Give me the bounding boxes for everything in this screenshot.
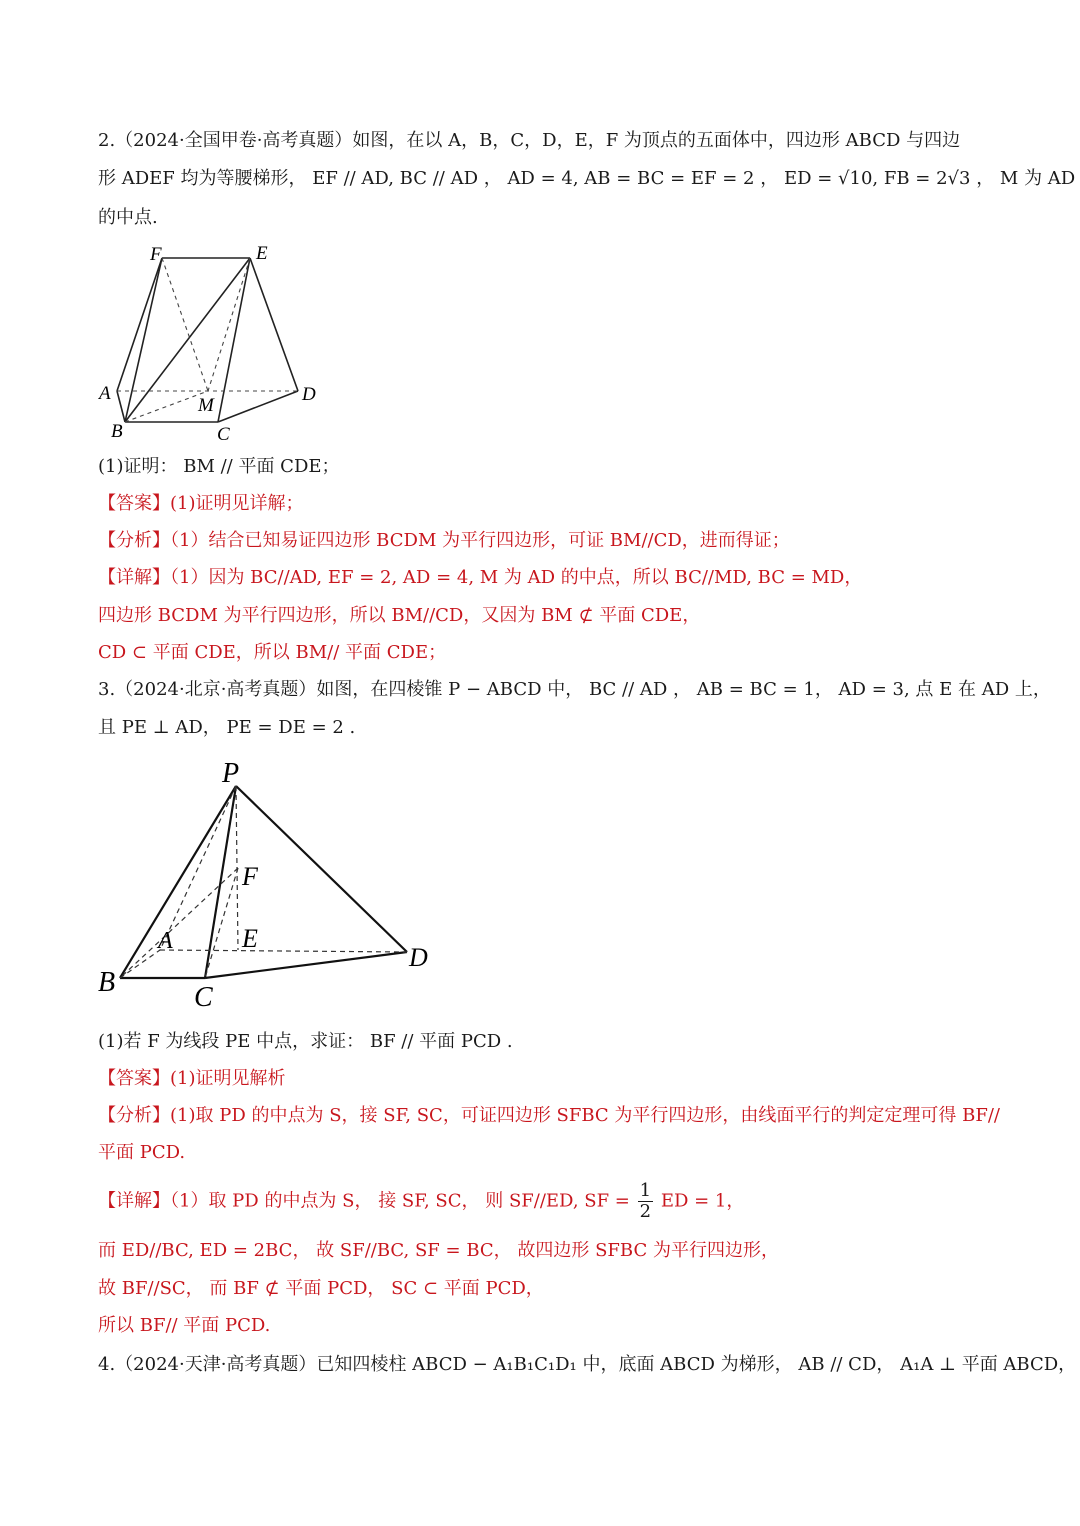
problem-4-line-1: 4.（2024·天津·高考真题）已知四棱柱 ABCD − A₁B₁C₁D₁ 中，底面 ABCD 为梯形， AB // CD， A₁A ⊥ 平面 ABCD， (98, 1354, 1077, 1375)
label-F: F (150, 244, 162, 265)
label-C: C (194, 982, 213, 1013)
problem-3-question-1: (1)若 F 为线段 PE 中点，求证： BF // 平面 PCD . (98, 1031, 513, 1052)
pyramid-figure (95, 755, 440, 1015)
problem-2-line-3: 的中点. (98, 207, 158, 228)
problem-3-analysis-2: 平面 PCD. (98, 1142, 186, 1163)
problem-3-answer: 【答案】(1)证明见解析 (98, 1068, 286, 1089)
problem-2-question-1: (1)证明： BM // 平面 CDE； (98, 456, 340, 477)
problem-2-analysis: 【分析】（1）结合已知易证四边形 BCDM 为平行四边形，可证 BM//CD，进而得证； (98, 530, 790, 551)
problem-3-analysis-1: 【分析】(1)取 PD 的中点为 S，接 SF, SC，可证四边形 SFBC 为平行四边形，由线面平行的判定定理可得 BF// (98, 1105, 1000, 1126)
problem-3-detail-1: 【详解】（1）取 PD 的中点为 S， 接 SF, SC， 则 SF//ED, SF = $\frac{1}{2}$ ED = 1， (98, 1180, 745, 1222)
problem-2-line-2: 形 ADEF 均为等腰梯形， EF // AD, BC // AD ， AD = 4, AB = BC = EF = 2 ， ED = √10, FB = 2√3 ， M 为 AD (98, 168, 1076, 189)
label-P: P (222, 758, 240, 789)
problem-3-detail-2: 而 ED//BC, ED = 2BC， 故 SF//BC, SF = BC， 故四边形 SFBC 为平行四边形， (98, 1240, 779, 1261)
label-C: C (217, 424, 230, 445)
label-A: A (158, 928, 173, 954)
pentahedron-figure (95, 238, 335, 448)
label-E: E (242, 924, 258, 953)
problem-3-detail-4: 所以 BF// 平面 PCD. (98, 1315, 271, 1336)
problem-3-line-2: 且 PE ⊥ AD， PE = DE = 2 . (98, 717, 356, 738)
label-D: D (302, 384, 316, 405)
label-A: A (99, 383, 111, 404)
label-B: B (98, 967, 116, 998)
fraction-one-half: $\frac{1}{2}$ (639, 1180, 652, 1222)
label-B: B (111, 421, 123, 442)
problem-2-answer: 【答案】(1)证明见详解； (98, 493, 304, 514)
problem-2-detail-3: CD ⊂ 平面 CDE，所以 BM// 平面 CDE； (98, 642, 447, 663)
label-M: M (198, 395, 214, 416)
problem-2-line-1: 2.（2024·全国甲卷·高考真题）如图，在以 A，B，C，D，E，F 为顶点的五面体中，四边形 ABCD 与四边 (98, 130, 961, 151)
label-F: F (242, 862, 258, 891)
problem-2-detail-1: 【详解】（1）因为 BC//AD, EF = 2, AD = 4, M 为 AD 的中点，所以 BC//MD, BC = MD， (98, 567, 863, 588)
problem-3-line-1: 3.（2024·北京·高考真题）如图，在四棱锥 P − ABCD 中， BC // AD ， AB = BC = 1， AD = 3, 点 E 在 AD 上， (98, 679, 1051, 700)
label-D: D (409, 943, 428, 972)
problem-2-detail-2: 四边形 BCDM 为平行四边形，所以 BM//CD，又因为 BM ⊄ 平面 CDE， (98, 605, 701, 626)
problem-3-detail-3: 故 BF//SC， 而 BF ⊄ 平面 PCD， SC ⊂ 平面 PCD， (98, 1278, 544, 1299)
label-E: E (256, 243, 268, 264)
